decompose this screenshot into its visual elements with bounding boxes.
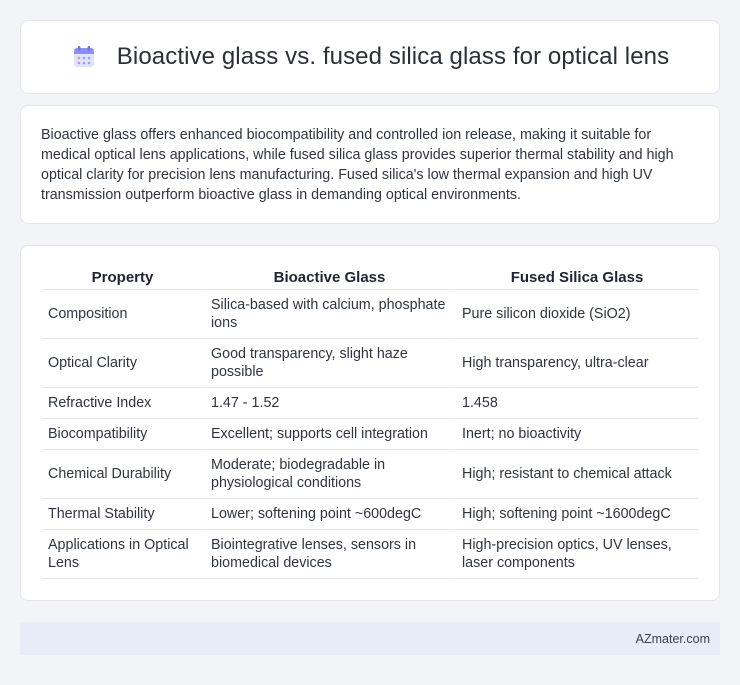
cell-fused-silica: High transparency, ultra-clear: [454, 339, 698, 388]
table-row: [42, 388, 698, 419]
cell-bioactive: Good transparency, slight haze possible: [203, 339, 454, 388]
cell-bioactive: Lower; softening point ~600degC: [203, 499, 454, 530]
cell-bioactive: Silica-based with calcium, phosphate ions: [203, 290, 454, 339]
cell-property: Chemical Durability: [42, 450, 203, 499]
table-row: [42, 419, 698, 450]
cell-bioactive: Excellent; supports cell integration: [203, 419, 454, 450]
cell-property: Optical Clarity: [42, 339, 203, 388]
cell-fused-silica: High; softening point ~1600degC: [454, 499, 698, 530]
column-header-fused-silica-glass: Fused Silica Glass: [454, 265, 698, 290]
comparison-table: [42, 265, 698, 579]
cell-fused-silica: 1.458: [454, 388, 698, 419]
table-row: [42, 499, 698, 530]
cell-fused-silica: Pure silicon dioxide (SiO2): [454, 290, 698, 339]
brand-label: AZmater.com: [635, 631, 710, 646]
table-row: [42, 290, 698, 339]
table-row: [42, 450, 698, 499]
cell-bioactive: Biointegrative lenses, sensors in biomedical devices: [203, 530, 454, 579]
comparison-card: [20, 245, 720, 601]
cell-bioactive: 1.47 - 1.52: [203, 388, 454, 419]
page-title: Bioactive glass vs. fused silica glass for optical lens: [116, 43, 670, 70]
footer: [20, 622, 720, 655]
cell-fused-silica: High; resistant to chemical attack: [454, 450, 698, 499]
calendar-icon: [71, 44, 97, 70]
cell-fused-silica: Inert; no bioactivity: [454, 419, 698, 450]
table-row: [42, 339, 698, 388]
header: [71, 43, 669, 71]
column-header-property: Property: [42, 265, 203, 290]
summary-card: [20, 105, 720, 224]
cell-property: Composition: [42, 290, 203, 339]
column-header-bioactive-glass: Bioactive Glass: [203, 265, 454, 290]
table-row: [42, 530, 698, 579]
cell-property: Thermal Stability: [42, 499, 203, 530]
cell-property: Biocompatibility: [42, 419, 203, 450]
summary-text: Bioactive glass offers enhanced biocompatibility and controlled ion release, making it suitable for medical optical lens applications, while fused silica glass provides superior thermal stability and high optical clarity for precision lens manufacturing. Fused silica's low thermal expansion and high UV transmission outperform bioactive glass in demanding optical environments.: [41, 127, 674, 203]
cell-fused-silica: High-precision optics, UV lenses, laser components: [454, 530, 698, 579]
cell-bioactive: Moderate; biodegradable in physiological conditions: [203, 450, 454, 499]
cell-property: Applications in Optical Lens: [42, 530, 203, 579]
table-header-row: [42, 265, 698, 290]
header-card: [20, 20, 720, 94]
cell-property: Refractive Index: [42, 388, 203, 419]
